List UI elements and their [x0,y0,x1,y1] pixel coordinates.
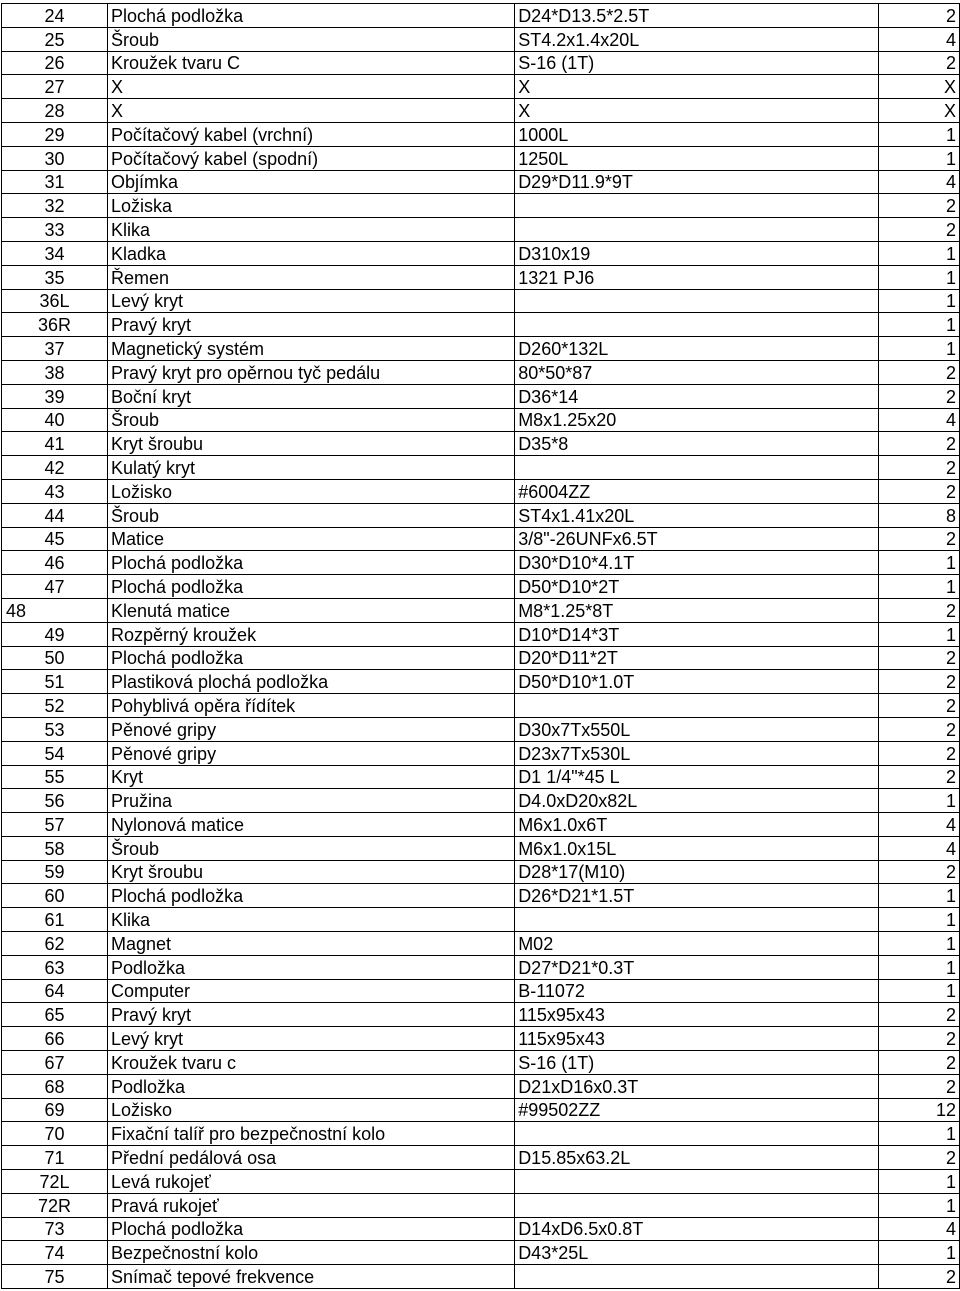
part-number-cell: 30 [2,146,108,170]
part-name-cell: Pravá rukojeť [108,1193,515,1217]
part-name-cell: Objímka [108,170,515,194]
part-quantity-cell: 2 [878,670,959,694]
part-quantity-cell: 2 [878,194,959,218]
part-quantity-cell: 4 [878,27,959,51]
part-quantity-cell: 1 [878,622,959,646]
table-row [2,360,960,384]
part-number-cell: 47 [2,575,108,599]
part-number-cell: 37 [2,337,108,361]
part-name-cell: Levá rukojeť [108,1170,515,1194]
part-spec-cell: D29*D11.9*9T [515,170,878,194]
part-quantity-cell: 1 [878,313,959,337]
table-row [2,1027,960,1051]
part-number-cell: 73 [2,1217,108,1241]
part-name-cell: Kryt šroubu [108,860,515,884]
part-quantity-cell: 8 [878,503,959,527]
part-number-cell: 31 [2,170,108,194]
part-number-cell: 35 [2,265,108,289]
part-spec-cell: D28*17(M10) [515,860,878,884]
part-name-cell: Kulatý kryt [108,456,515,480]
table-row [2,194,960,218]
part-number-cell: 72R [2,1193,108,1217]
part-number-cell: 53 [2,717,108,741]
part-quantity-cell: 2 [878,1074,959,1098]
part-quantity-cell: 2 [878,1003,959,1027]
table-row [2,1003,960,1027]
part-number-cell: 41 [2,432,108,456]
part-number-cell: 60 [2,884,108,908]
table-row [2,27,960,51]
part-number-cell: 49 [2,622,108,646]
part-name-cell: Pravý kryt [108,1003,515,1027]
part-quantity-cell: 2 [878,1265,959,1289]
part-quantity-cell: 1 [878,789,959,813]
part-name-cell: Šroub [108,408,515,432]
table-row [2,670,960,694]
part-spec-cell: D27*D21*0.3T [515,955,878,979]
part-quantity-cell: 1 [878,1193,959,1217]
part-quantity-cell: 2 [878,479,959,503]
part-spec-cell [515,194,878,218]
part-quantity-cell: 2 [878,1146,959,1170]
part-name-cell: Kroužek tvaru C [108,51,515,75]
part-spec-cell: X [515,75,878,99]
part-name-cell: Levý kryt [108,289,515,313]
part-quantity-cell: 1 [878,908,959,932]
part-name-cell: Podložka [108,955,515,979]
table-row [2,741,960,765]
part-spec-cell: D36*14 [515,384,878,408]
table-row [2,646,960,670]
part-quantity-cell: 2 [878,646,959,670]
part-name-cell: Plochá podložka [108,4,515,28]
parts-table-body [2,4,960,1289]
part-name-cell: Magnet [108,932,515,956]
part-number-cell: 52 [2,694,108,718]
part-number-cell: 46 [2,551,108,575]
part-spec-cell: D21xD16x0.3T [515,1074,878,1098]
part-spec-cell: D1 1/4"*45 L [515,765,878,789]
part-number-cell: 70 [2,1122,108,1146]
part-number-cell: 74 [2,1241,108,1265]
part-quantity-cell: X [878,99,959,123]
part-quantity-cell: 4 [878,836,959,860]
table-row [2,122,960,146]
part-number-cell: 51 [2,670,108,694]
part-quantity-cell: 1 [878,1241,959,1265]
part-name-cell: Klika [108,218,515,242]
table-row [2,241,960,265]
part-number-cell: 42 [2,456,108,480]
part-spec-cell: D50*D10*1.0T [515,670,878,694]
part-quantity-cell: 2 [878,360,959,384]
part-name-cell: Pěnové gripy [108,717,515,741]
part-name-cell: Klenutá matice [108,598,515,622]
table-row [2,789,960,813]
part-quantity-cell: 1 [878,146,959,170]
part-quantity-cell: 12 [878,1098,959,1122]
table-row [2,1122,960,1146]
part-quantity-cell: 1 [878,1170,959,1194]
part-name-cell: Rozpěrný kroužek [108,622,515,646]
part-quantity-cell: 2 [878,765,959,789]
part-spec-cell: ST4.2x1.4x20L [515,27,878,51]
part-spec-cell: 1000L [515,122,878,146]
part-quantity-cell: 1 [878,1122,959,1146]
part-spec-cell: D30x7Tx550L [515,717,878,741]
table-row [2,337,960,361]
table-row [2,1146,960,1170]
part-quantity-cell: 4 [878,813,959,837]
table-row [2,955,960,979]
table-row [2,1074,960,1098]
part-quantity-cell: 2 [878,1051,959,1075]
part-quantity-cell: 1 [878,289,959,313]
part-spec-cell: D10*D14*3T [515,622,878,646]
part-spec-cell: 1321 PJ6 [515,265,878,289]
part-name-cell: Ložisko [108,479,515,503]
part-spec-cell: D50*D10*2T [515,575,878,599]
part-quantity-cell: 1 [878,241,959,265]
part-name-cell: Počítačový kabel (spodní) [108,146,515,170]
part-spec-cell [515,456,878,480]
part-number-cell: 50 [2,646,108,670]
part-quantity-cell: 2 [878,218,959,242]
part-number-cell: 48 [2,598,108,622]
part-name-cell: X [108,75,515,99]
table-row [2,598,960,622]
part-number-cell: 44 [2,503,108,527]
part-quantity-cell: 2 [878,598,959,622]
part-spec-cell [515,289,878,313]
table-row [2,408,960,432]
part-number-cell: 61 [2,908,108,932]
part-name-cell: Ložiska [108,194,515,218]
part-number-cell: 59 [2,860,108,884]
part-spec-cell [515,1170,878,1194]
part-quantity-cell: 1 [878,265,959,289]
table-row [2,884,960,908]
part-number-cell: 58 [2,836,108,860]
part-spec-cell: 3/8"-26UNFx6.5T [515,527,878,551]
table-row [2,1217,960,1241]
part-spec-cell [515,313,878,337]
part-name-cell: Boční kryt [108,384,515,408]
part-name-cell: Plochá podložka [108,884,515,908]
part-spec-cell [515,908,878,932]
part-spec-cell: ST4x1.41x20L [515,503,878,527]
part-name-cell: Pohyblivá opěra řídítek [108,694,515,718]
part-spec-cell: D23x7Tx530L [515,741,878,765]
part-name-cell: Plochá podložka [108,551,515,575]
part-quantity-cell: 2 [878,527,959,551]
table-row [2,99,960,123]
part-number-cell: 62 [2,932,108,956]
table-row [2,932,960,956]
part-quantity-cell: 2 [878,741,959,765]
part-spec-cell: #99502ZZ [515,1098,878,1122]
part-spec-cell: D24*D13.5*2.5T [515,4,878,28]
part-spec-cell: D310x19 [515,241,878,265]
part-spec-cell: #6004ZZ [515,479,878,503]
part-number-cell: 28 [2,99,108,123]
part-name-cell: Computer [108,979,515,1003]
table-row [2,1193,960,1217]
part-name-cell: Fixační talíř pro bezpečnostní kolo [108,1122,515,1146]
table-row [2,432,960,456]
part-quantity-cell: 2 [878,4,959,28]
table-row [2,4,960,28]
part-number-cell: 55 [2,765,108,789]
part-number-cell: 65 [2,1003,108,1027]
table-row [2,1241,960,1265]
table-row [2,860,960,884]
part-quantity-cell: 2 [878,1027,959,1051]
part-number-cell: 36L [2,289,108,313]
part-quantity-cell: 1 [878,884,959,908]
table-row [2,717,960,741]
part-name-cell: Plochá podložka [108,1217,515,1241]
part-number-cell: 71 [2,1146,108,1170]
part-name-cell: Matice [108,527,515,551]
table-row [2,551,960,575]
part-spec-cell: D15.85x63.2L [515,1146,878,1170]
part-spec-cell: D43*25L [515,1241,878,1265]
part-name-cell: Řemen [108,265,515,289]
part-name-cell: Ložisko [108,1098,515,1122]
part-name-cell: Přední pedálová osa [108,1146,515,1170]
part-quantity-cell: 1 [878,979,959,1003]
part-spec-cell: 1250L [515,146,878,170]
table-row [2,479,960,503]
part-name-cell: Klika [108,908,515,932]
part-quantity-cell: 2 [878,51,959,75]
part-number-cell: 54 [2,741,108,765]
part-name-cell: Nylonová matice [108,813,515,837]
part-number-cell: 43 [2,479,108,503]
part-spec-cell: M6x1.0x15L [515,836,878,860]
table-row [2,218,960,242]
part-name-cell: Kryt [108,765,515,789]
part-spec-cell [515,694,878,718]
part-number-cell: 27 [2,75,108,99]
table-row [2,765,960,789]
part-spec-cell [515,1122,878,1146]
part-name-cell: Plastiková plochá podložka [108,670,515,694]
part-name-cell: Kladka [108,241,515,265]
table-row [2,170,960,194]
table-row [2,622,960,646]
parts-table [1,3,960,1289]
table-row [2,456,960,480]
part-number-cell: 75 [2,1265,108,1289]
part-spec-cell: D35*8 [515,432,878,456]
part-quantity-cell: 4 [878,408,959,432]
part-spec-cell: 115x95x43 [515,1027,878,1051]
part-quantity-cell: 2 [878,456,959,480]
table-row [2,503,960,527]
part-quantity-cell: 2 [878,694,959,718]
part-number-cell: 33 [2,218,108,242]
part-spec-cell [515,1265,878,1289]
part-spec-cell: B-11072 [515,979,878,1003]
part-spec-cell: S-16 (1T) [515,1051,878,1075]
part-number-cell: 63 [2,955,108,979]
table-row [2,836,960,860]
part-name-cell: Bezpečnostní kolo [108,1241,515,1265]
part-quantity-cell: 1 [878,932,959,956]
part-number-cell: 39 [2,384,108,408]
part-name-cell: Magnetický systém [108,337,515,361]
table-row [2,265,960,289]
part-spec-cell: D20*D11*2T [515,646,878,670]
part-name-cell: Kryt šroubu [108,432,515,456]
table-row [2,813,960,837]
part-spec-cell: M8*1.25*8T [515,598,878,622]
part-name-cell: Kroužek tvaru c [108,1051,515,1075]
part-number-cell: 56 [2,789,108,813]
part-spec-cell: M8x1.25x20 [515,408,878,432]
table-row [2,1051,960,1075]
part-spec-cell: M6x1.0x6T [515,813,878,837]
part-name-cell: Pružina [108,789,515,813]
part-name-cell: X [108,99,515,123]
table-row [2,575,960,599]
part-quantity-cell: 1 [878,122,959,146]
part-name-cell: Pravý kryt pro opěrnou tyč pedálu [108,360,515,384]
part-quantity-cell: 1 [878,551,959,575]
part-number-cell: 32 [2,194,108,218]
table-row [2,979,960,1003]
part-name-cell: Podložka [108,1074,515,1098]
part-spec-cell: X [515,99,878,123]
table-row [2,1098,960,1122]
part-name-cell: Šroub [108,836,515,860]
part-quantity-cell: 1 [878,955,959,979]
part-quantity-cell: 1 [878,337,959,361]
part-spec-cell: D260*132L [515,337,878,361]
table-row [2,527,960,551]
part-number-cell: 72L [2,1170,108,1194]
part-number-cell: 29 [2,122,108,146]
part-number-cell: 26 [2,51,108,75]
table-row [2,1170,960,1194]
part-spec-cell: D26*D21*1.5T [515,884,878,908]
part-name-cell: Šroub [108,27,515,51]
part-number-cell: 66 [2,1027,108,1051]
part-quantity-cell: 4 [878,170,959,194]
part-number-cell: 69 [2,1098,108,1122]
part-spec-cell: D14xD6.5x0.8T [515,1217,878,1241]
part-spec-cell: D4.0xD20x82L [515,789,878,813]
part-quantity-cell: 2 [878,432,959,456]
part-name-cell: Šroub [108,503,515,527]
part-number-cell: 36R [2,313,108,337]
part-quantity-cell: X [878,75,959,99]
part-number-cell: 25 [2,27,108,51]
part-spec-cell [515,1193,878,1217]
part-quantity-cell: 2 [878,717,959,741]
table-row [2,146,960,170]
table-row [2,75,960,99]
table-row [2,384,960,408]
part-name-cell: Plochá podložka [108,646,515,670]
part-quantity-cell: 2 [878,860,959,884]
table-row [2,51,960,75]
table-row [2,313,960,337]
part-number-cell: 40 [2,408,108,432]
part-number-cell: 64 [2,979,108,1003]
part-quantity-cell: 1 [878,575,959,599]
part-number-cell: 45 [2,527,108,551]
table-row [2,908,960,932]
part-number-cell: 24 [2,4,108,28]
part-spec-cell: S-16 (1T) [515,51,878,75]
part-spec-cell [515,218,878,242]
part-spec-cell: D30*D10*4.1T [515,551,878,575]
part-number-cell: 57 [2,813,108,837]
part-name-cell: Plochá podložka [108,575,515,599]
part-name-cell: Počítačový kabel (vrchní) [108,122,515,146]
part-number-cell: 34 [2,241,108,265]
part-name-cell: Snímač tepové frekvence [108,1265,515,1289]
table-row [2,289,960,313]
part-quantity-cell: 2 [878,384,959,408]
part-name-cell: Pravý kryt [108,313,515,337]
part-name-cell: Pěnové gripy [108,741,515,765]
part-number-cell: 68 [2,1074,108,1098]
part-name-cell: Levý kryt [108,1027,515,1051]
part-number-cell: 38 [2,360,108,384]
table-row [2,694,960,718]
part-number-cell: 67 [2,1051,108,1075]
part-quantity-cell: 4 [878,1217,959,1241]
table-row [2,1265,960,1289]
part-spec-cell: 115x95x43 [515,1003,878,1027]
part-spec-cell: M02 [515,932,878,956]
part-spec-cell: 80*50*87 [515,360,878,384]
